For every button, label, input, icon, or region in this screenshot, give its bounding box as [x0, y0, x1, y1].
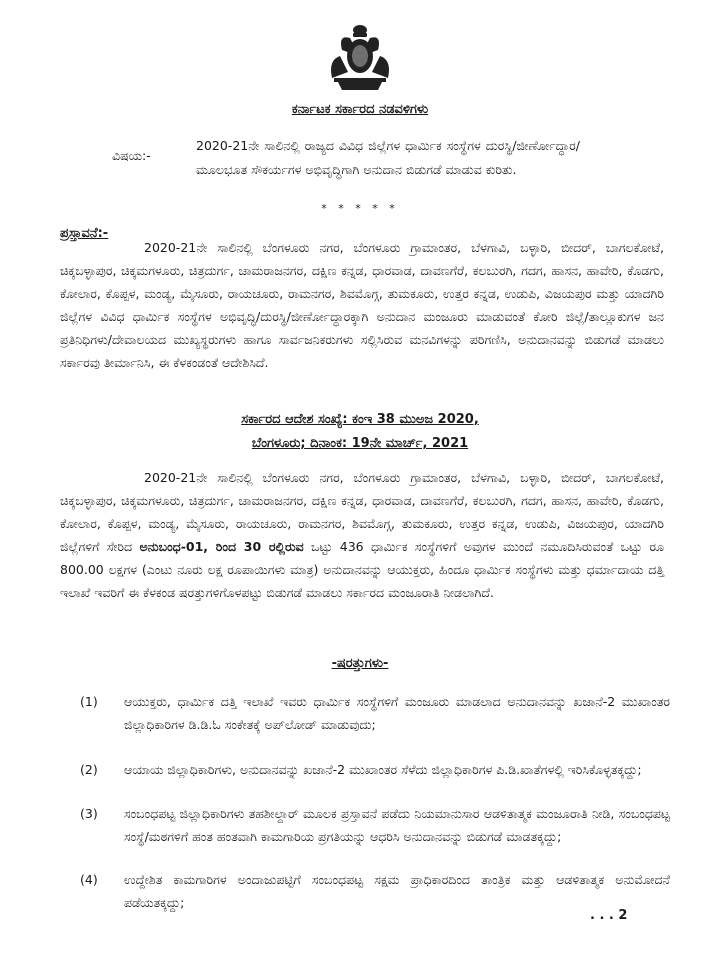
- condition-number: (1): [80, 694, 98, 709]
- order-body-part2: ಒಟ್ಟು 436 ಧಾರ್ಮಿಕ ಸಂಸ್ಥೆಗಳಿಗೆ ಅವುಗಳ ಮುಂದೆ ನಮೂದಿಸಿರುವಂತೆ ಒಟ್ಟು ರೂ 800.00 ಲಕ್ಷಗಳ (ಎಂಟು ನೂರು ಲಕ್ಷ ರೂಪಾಯಿಗಳು ಮಾತ್ರ) ಅನುದಾನವನ್ನು ಆಯುಕ್ತರು, ಹಿಂದೂ ಧಾರ್ಮಿಕ ಸಂಸ್ಥೆಗಳು ಮತ್ತು ಧರ್ಮಾದಾಯ ದತ್ತಿ ಇಲಾಖೆ ಇವರಿಗೆ ಈ ಕೆಳಕಂಡ ಷರತ್ತುಗಳಿಗೊಳಪಟ್ಟು ಬಿಡುಗಡೆ ಮಾಡಲು ಸರ್ಕಾರದ ಮಂಜೂರಾತಿ ನೀಡಲಾಗಿದೆ.: [60, 539, 664, 600]
- page-number: . . . 2: [590, 908, 628, 923]
- preamble-text: 2020-21ನೇ ಸಾಲಿನಲ್ಲಿ ಬೆಂಗಳೂರು ನಗರ, ಬೆಂಗಳೂರು ಗ್ರಾಮಾಂತರ, ಬೆಳಗಾವಿ, ಬಳ್ಳಾರಿ, ಬೀದರ್, ಬಾಗಲಕೋಟೆ, ಚಿಕ್ಕಬಳ್ಳಾಪುರ, ಚಿಕ್ಕಮಗಳೂರು, ಚಿತ್ರದುರ್ಗ, ಚಾಮರಾಜನಗರ, ದಕ್ಷಿಣ ಕನ್ನಡ, ಧಾರವಾಡ, ದಾವಣಗೆರೆ, ಕಲಬುರಗಿ, ಗದಗ, ಹಾಸನ, ಹಾವೇರಿ, ಕೊಡಗು, ಕೋಲಾರ, ಕೊಪ್ಪಳ, ಮಂಡ್ಯ, ಮೈಸೂರು, ರಾಯಚೂರು, ರಾಮನಗರ, ಶಿವಮೊಗ್ಗ, ತುಮಕೂರು, ಉತ್ತರ ಕನ್ನಡ, ಉಡುಪಿ, ವಿಜಯಪುರ ಮತ್ತು ಯಾದಗಿರಿ ಜಿಲ್ಲೆಗಳ ವಿವಿಧ ಧಾರ್ಮಿಕ ಸಂಸ್ಥೆಗಳ ಅಭಿವೃದ್ಧಿ/ದುರಸ್ಥಿ/ಜೀರ್ಣೋದ್ಧಾರಕ್ಕಾಗಿ ಅನುದಾನ ಮಂಜೂರು ಮಾಡುವಂತೆ ಕೋರಿ ಜಿಲ್ಲೆ/ತಾಲ್ಲೂಕುಗಳ ಜನ ಪ್ರತಿನಿಧಿಗಳು/ದೇವಾಲಯದ ಮುಖ್ಯಸ್ಥರುಗಳು ಹಾಗೂ ಸಾರ್ವಜನಿಕರುಗಳು ಸಲ್ಲಿಸಿರುವ ಮನವಿಗಳನ್ನು ಪರಿಗಣಿಸಿ, ಅನುದಾನವನ್ನು ಬಿಡುಗಡೆ ಮಾಡಲು ಸರ್ಕಾರವು ತೀರ್ಮಾನಿಸಿ, ಈ ಕೆಳಕಂಡಂತೆ ಆದೇಶಿಸಿದೆ.: [60, 240, 664, 370]
- condition-text: ಸಂಬಂಧಪಟ್ಟ ಜಿಲ್ಲಾಧಿಕಾರಿಗಳು ತಹಶೀಲ್ದಾರ್ ಮೂಲಕ ಪ್ರಸ್ತಾವನೆ ಪಡೆದು ನಿಯಮಾನುಸಾರ ಆಡಳಿತಾತ್ಮಕ ಮಂಜೂರಾತಿ ನೀಡಿ, ಸಂಬಂಧಪಟ್ಟ ಸಂಸ್ಥೆ/ಮಠಗಳಿಗೆ ಹಂತ ಹಂತವಾಗಿ ಕಾಮಗಾರಿಯ ಪ್ರಗತಿಯನ್ನು ಆಧರಿಸಿ ಅನುದಾನವನ್ನು ಬಿಡುಗಡೆ ಮಾಡತಕ್ಕದ್ದು;: [124, 806, 670, 844]
- separator-stars: * * * * *: [321, 202, 399, 215]
- condition-text: ಆಯಾಯ ಜಿಲ್ಲಾಧಿಕಾರಿಗಳು, ಅನುದಾನವನ್ನು ಖಜಾನೆ-2 ಮುಖಾಂತರ ಸೆಳೆದು ಜಿಲ್ಲಾಧಿಕಾರಿಗಳ ಪಿ.ಡಿ.ಖಾತೆಗಳಲ್ಲಿ ಇರಿಸಿಕೊಳ್ಳತಕ್ಕದ್ದು;: [124, 762, 642, 777]
- conditions-heading: -ಷರತ್ತುಗಳು-: [331, 656, 389, 671]
- preamble-label: ಪ್ರಸ್ತಾವನೆ:-: [60, 226, 109, 241]
- condition-text: ಉದ್ದೇಶಿತ ಕಾಮಗಾರಿಗಳ ಅಂದಾಜುಪಟ್ಟಿಗೆ ಸಂಬಂಧಪಟ್ಟ ಸಕ್ಷಮ ಪ್ರಾಧಿಕಾರದಿಂದ ತಾಂತ್ರಿಕ ಮತ್ತು ಆಡಳಿತಾತ್ಮಕ ಅನುಮೋದನೆ ಪಡೆಯತಕ್ಕದ್ದು;: [124, 872, 670, 910]
- order-body-part1: 2020-21ನೇ ಸಾಲಿನಲ್ಲಿ ಬೆಂಗಳೂರು ನಗರ, ಬೆಂಗಳೂರು ಗ್ರಾಮಾಂತರ, ಬೆಳಗಾವಿ, ಬಳ್ಳಾರಿ, ಬೀದರ್, ಬಾಗಲಕೋಟೆ, ಚಿಕ್ಕಬಳ್ಳಾಪುರ, ಚಿಕ್ಕಮಗಳೂರು, ಚಿತ್ರದುರ್ಗ, ಚಾಮರಾಜನಗರ, ದಕ್ಷಿಣ ಕನ್ನಡ, ಧಾರವಾಡ, ದಾವಣಗೆರೆ, ಕಲಬುರಗಿ, ಗದಗ, ಹಾಸನ, ಹಾವೇರಿ, ಕೊಡಗು, ಕೋಲಾರ, ಕೊಪ್ಪಳ, ಮಂಡ್ಯ, ಮೈಸೂರು, ರಾಯಚೂರು, ರಾಮನಗರ, ಶಿವಮೊಗ್ಗ, ತುಮಕೂರು, ಉತ್ತರ ಕನ್ನಡ, ಉಡುಪಿ, ವಿಜಯಪುರ, ಯಾದಗಿರಿ ಜಿಲ್ಲೆಗಳಿಗೆ ಸೇರಿದ: [60, 470, 664, 554]
- karnataka-state-emblem-icon: [320, 20, 400, 92]
- condition-number: (3): [80, 806, 98, 821]
- condition-number: (2): [80, 762, 98, 777]
- annexure-reference: ಅನುಬಂಧ-01, ರಿಂದ 30 ರಲ್ಲಿರುವ: [139, 539, 304, 554]
- order-date: ಬೆಂಗಳೂರು; ದಿನಾಂಕ: 19ನೇ ಮಾರ್ಚ್, 2021: [251, 436, 469, 451]
- subject-text: 2020-21ನೇ ಸಾಲಿನಲ್ಲಿ ರಾಜ್ಯದ ವಿವಿಧ ಜಿಲ್ಲೆಗಳ ಧಾರ್ಮಿಕ ಸಂಸ್ಥೆಗಳ ದುರಸ್ಥಿ/ಜೀರ್ಣೋದ್ಧಾರ/ಮೂಲಭೂತ ಸೌಕರ್ಯಗಳ ಅಭಿವೃದ್ಧಿಗಾಗಿ ಅನುದಾನ ಬಿಡುಗಡೆ ಮಾಡುವ ಕುರಿತು.: [196, 138, 580, 177]
- document-heading: ಕರ್ನಾಟಕ ಸರ್ಕಾರದ ನಡವಳಿಗಳು: [291, 102, 429, 117]
- order-title: [0, 408, 720, 456]
- order-number: ಸರ್ಕಾರದ ಆದೇಶ ಸಂಖ್ಯೆ: ಕಂಇ 38 ಮುಅಜ 2020,: [241, 412, 479, 427]
- order-body: [60, 466, 664, 604]
- condition-number: (4): [80, 872, 98, 887]
- subject-label: ವಿಷಯ:-: [112, 148, 151, 163]
- condition-text: ಆಯುಕ್ತರು, ಧಾರ್ಮಿಕ ದತ್ತಿ ಇಲಾಖೆ ಇವರು ಧಾರ್ಮಿಕ ಸಂಸ್ಥೆಗಳಿಗೆ ಮಂಜೂರು ಮಾಡಲಾದ ಅನುದಾನವನ್ನು ಖಜಾನೆ-2 ಮುಖಾಂತರ ಜಿಲ್ಲಾಧಿಕಾರಿಗಳ ಡಿ.ಡಿ.ಓ ಸಂಕೇತಕ್ಕೆ ಅಪ್‌ಲೋಡ್ ಮಾಡುವುದು;: [124, 694, 670, 732]
